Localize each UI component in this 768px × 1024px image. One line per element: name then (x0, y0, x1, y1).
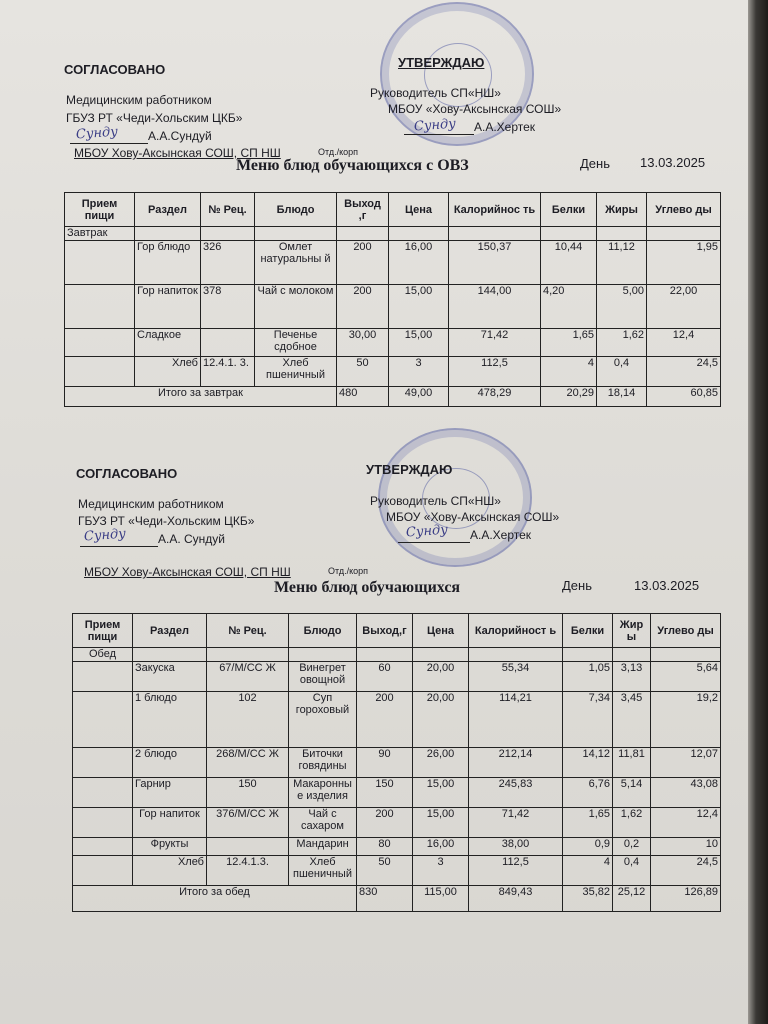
school-line: МБОУ Хову-Аксынская СОШ, СП НШ (74, 146, 281, 160)
agreed-heading: СОГЛАСОВАНО (76, 466, 178, 481)
otd-label: Отд./корп (318, 147, 358, 157)
approve-heading: УТВЕРЖДАЮ (366, 462, 453, 477)
protein-cell: 1,65 (541, 329, 597, 357)
left-signer-name: А.А.Сундуй (148, 129, 212, 143)
fat-cell: 5,14 (613, 778, 651, 808)
section-cell: Хлеб (135, 357, 201, 387)
meal-label: Завтрак (65, 227, 135, 241)
calories-cell: 71,42 (469, 808, 563, 838)
signature: Сунду (75, 124, 119, 143)
menu-date: 13.03.2025 (640, 155, 706, 170)
column-header: № Рец. (207, 614, 289, 648)
fat-cell: 3,13 (613, 662, 651, 692)
recipe-cell: 378 (201, 285, 255, 329)
protein-cell: 14,12 (563, 748, 613, 778)
school-line: МБОУ Хову-Аксынская СОШ, СП НШ (84, 565, 291, 579)
price-cell: 15,00 (413, 778, 469, 808)
protein-cell: 7,34 (563, 692, 613, 748)
table-header-row (65, 193, 721, 227)
section-cell: 1 блюдо (133, 692, 207, 748)
fat-cell: 1,62 (597, 329, 647, 357)
dish-cell: Чай с сахаром (289, 808, 357, 838)
total-price: 49,00 (389, 387, 449, 407)
recipe-cell (207, 838, 289, 856)
calories-cell: 114,21 (469, 692, 563, 748)
column-header: Жир ы (613, 614, 651, 648)
column-header: Раздел (133, 614, 207, 648)
page-edge-shadow (748, 0, 768, 1024)
column-header: Блюдо (255, 193, 337, 227)
medical-worker-line: Медицинским работником (78, 497, 224, 511)
column-header: Белки (563, 614, 613, 648)
price-cell: 16,00 (389, 241, 449, 285)
fat-cell: 0,4 (597, 357, 647, 387)
menu-table-breakfast (64, 192, 721, 407)
protein-cell: 10,44 (541, 241, 597, 285)
calories-cell: 71,42 (449, 329, 541, 357)
total-row (65, 387, 721, 407)
dish-cell: Омлет натуральны й (255, 241, 337, 285)
recipe-cell: 12.4.1.3. (207, 856, 289, 886)
table-header-row (73, 614, 721, 648)
column-header: Раздел (135, 193, 201, 227)
right-signer-name: А.А.Хертек (470, 528, 532, 542)
column-header: Прием пищи (65, 193, 135, 227)
total-calories: 478,29 (449, 387, 541, 407)
carbs-cell: 1,95 (647, 241, 721, 285)
director-line: Руководитель СП«НШ» (370, 494, 501, 508)
recipe-cell: 67/М/СС Ж (207, 662, 289, 692)
hospital-line: ГБУЗ РТ «Чеди-Хольским ЦКБ» (66, 111, 243, 125)
yield-cell: 60 (357, 662, 413, 692)
table-row (73, 692, 721, 748)
total-carbs: 60,85 (647, 387, 721, 407)
dish-cell: Печенье сдобное (255, 329, 337, 357)
signature-line (80, 546, 158, 547)
menu-title: Меню блюд обучающихся с ОВЗ (236, 157, 469, 174)
protein-cell: 1,65 (563, 808, 613, 838)
table-row (73, 748, 721, 778)
calories-cell: 150,37 (449, 241, 541, 285)
recipe-cell: 326 (201, 241, 255, 285)
calories-cell: 112,5 (469, 856, 563, 886)
protein-cell: 6,76 (563, 778, 613, 808)
yield-cell: 30,00 (337, 329, 389, 357)
approve-heading: УТВЕРЖДАЮ (398, 55, 485, 70)
yield-cell: 50 (337, 357, 389, 387)
otd-label: Отд./корп (328, 566, 368, 576)
column-header: Углево ды (651, 614, 721, 648)
column-header: Выход,г (357, 614, 413, 648)
protein-cell: 0,9 (563, 838, 613, 856)
carbs-cell: 24,5 (647, 357, 721, 387)
signature: Сунду (405, 522, 449, 541)
section-cell: Гор напиток (135, 285, 201, 329)
price-cell: 20,00 (413, 692, 469, 748)
yield-cell: 200 (357, 692, 413, 748)
recipe-cell: 102 (207, 692, 289, 748)
column-header: Выход ,г (337, 193, 389, 227)
price-cell: 15,00 (389, 329, 449, 357)
signature-line (70, 143, 148, 144)
right-signer-name: А.А.Хертек (474, 120, 536, 134)
total-yield: 480 (337, 387, 389, 407)
recipe-cell: 376/М/СС Ж (207, 808, 289, 838)
column-header: Блюдо (289, 614, 357, 648)
column-header: Калорийнос ть (449, 193, 541, 227)
price-cell: 15,00 (413, 808, 469, 838)
carbs-cell: 22,00 (647, 285, 721, 329)
medical-worker-line: Медицинским работником (66, 93, 212, 107)
table-row (65, 241, 721, 285)
column-header: Жиры (597, 193, 647, 227)
fat-cell: 11,81 (613, 748, 651, 778)
total-carbs: 126,89 (651, 886, 721, 912)
dish-cell: Чай с молоком (255, 285, 337, 329)
table-row (65, 285, 721, 329)
section-cell: 2 блюдо (133, 748, 207, 778)
total-yield: 830 (357, 886, 413, 912)
yield-cell: 200 (337, 285, 389, 329)
recipe-cell (201, 329, 255, 357)
hospital-line: ГБУЗ РТ «Чеди-Хольским ЦКБ» (78, 514, 255, 528)
school-name-line: МБОУ «Хову-Аксынская СОШ» (386, 510, 560, 524)
menu-date: 13.03.2025 (634, 578, 700, 593)
recipe-cell: 150 (207, 778, 289, 808)
left-signer-name: А.А. Сундуй (158, 532, 226, 546)
table-row (65, 329, 721, 357)
meal-row (73, 648, 721, 662)
calories-cell: 112,5 (449, 357, 541, 387)
dish-cell: Мандарин (289, 838, 357, 856)
calories-cell: 55,34 (469, 662, 563, 692)
section-cell: Фрукты (133, 838, 207, 856)
price-cell: 26,00 (413, 748, 469, 778)
signature: Сунду (83, 526, 127, 545)
carbs-cell: 5,64 (651, 662, 721, 692)
table-row (73, 808, 721, 838)
director-line: Руководитель СП«НШ» (370, 86, 501, 100)
protein-cell: 4 (563, 856, 613, 886)
total-price: 115,00 (413, 886, 469, 912)
table-row (73, 838, 721, 856)
fat-cell: 5,00 (597, 285, 647, 329)
dish-cell: Макаронны е изделия (289, 778, 357, 808)
carbs-cell: 10 (651, 838, 721, 856)
meal-row (65, 227, 721, 241)
fat-cell: 0,2 (613, 838, 651, 856)
calories-cell: 38,00 (469, 838, 563, 856)
recipe-cell: 12.4.1. 3. (201, 357, 255, 387)
carbs-cell: 12,4 (651, 808, 721, 838)
price-cell: 3 (413, 856, 469, 886)
menu-title: Меню блюд обучающихся (274, 579, 461, 596)
agreed-heading: СОГЛАСОВАНО (64, 62, 166, 77)
protein-cell: 1,05 (563, 662, 613, 692)
section-cell: Хлеб (133, 856, 207, 886)
table-row (73, 662, 721, 692)
column-header: Цена (389, 193, 449, 227)
fat-cell: 1,62 (613, 808, 651, 838)
column-header: Белки (541, 193, 597, 227)
column-header: Прием пищи (73, 614, 133, 648)
section-cell: Гарнир (133, 778, 207, 808)
table-row (65, 357, 721, 387)
price-cell: 20,00 (413, 662, 469, 692)
yield-cell: 90 (357, 748, 413, 778)
column-header: № Рец. (201, 193, 255, 227)
day-label: День (562, 578, 592, 593)
calories-cell: 212,14 (469, 748, 563, 778)
carbs-cell: 43,08 (651, 778, 721, 808)
column-header: Цена (413, 614, 469, 648)
carbs-cell: 24,5 (651, 856, 721, 886)
dish-cell: Суп гороховый (289, 692, 357, 748)
dish-cell: Хлеб пшеничный (289, 856, 357, 886)
total-row (73, 886, 721, 912)
price-cell: 15,00 (389, 285, 449, 329)
yield-cell: 50 (357, 856, 413, 886)
total-label: Итого за завтрак (65, 387, 337, 407)
protein-cell: 4 (541, 357, 597, 387)
carbs-cell: 19,2 (651, 692, 721, 748)
column-header: Калорийност ь (469, 614, 563, 648)
calories-cell: 245,83 (469, 778, 563, 808)
section-cell: Сладкое (135, 329, 201, 357)
fat-cell: 3,45 (613, 692, 651, 748)
signature: Сунду (413, 116, 457, 135)
section-cell: Закуска (133, 662, 207, 692)
section-cell: Гор блюдо (135, 241, 201, 285)
total-protein: 35,82 (563, 886, 613, 912)
fat-cell: 0,4 (613, 856, 651, 886)
table-row (73, 856, 721, 886)
yield-cell: 200 (357, 808, 413, 838)
total-calories: 849,43 (469, 886, 563, 912)
dish-cell: Биточки говядины (289, 748, 357, 778)
table-row (73, 778, 721, 808)
price-cell: 16,00 (413, 838, 469, 856)
dish-cell: Винегрет овощной (289, 662, 357, 692)
meal-label: Обед (73, 648, 133, 662)
carbs-cell: 12,07 (651, 748, 721, 778)
yield-cell: 200 (337, 241, 389, 285)
day-label: День (580, 156, 610, 171)
section-cell: Гор напиток (133, 808, 207, 838)
school-name-line: МБОУ «Хову-Аксынская СОШ» (388, 102, 562, 116)
total-protein: 20,29 (541, 387, 597, 407)
column-header: Углево ды (647, 193, 721, 227)
yield-cell: 80 (357, 838, 413, 856)
fat-cell: 11,12 (597, 241, 647, 285)
total-label: Итого за обед (73, 886, 357, 912)
yield-cell: 150 (357, 778, 413, 808)
signature-line (398, 542, 470, 543)
total-fat: 18,14 (597, 387, 647, 407)
signature-line (404, 134, 474, 135)
calories-cell: 144,00 (449, 285, 541, 329)
menu-table-lunch (72, 613, 721, 912)
price-cell: 3 (389, 357, 449, 387)
recipe-cell: 268/М/СС Ж (207, 748, 289, 778)
dish-cell: Хлеб пшеничный (255, 357, 337, 387)
total-fat: 25,12 (613, 886, 651, 912)
protein-cell: 4,20 (541, 285, 597, 329)
carbs-cell: 12,4 (647, 329, 721, 357)
